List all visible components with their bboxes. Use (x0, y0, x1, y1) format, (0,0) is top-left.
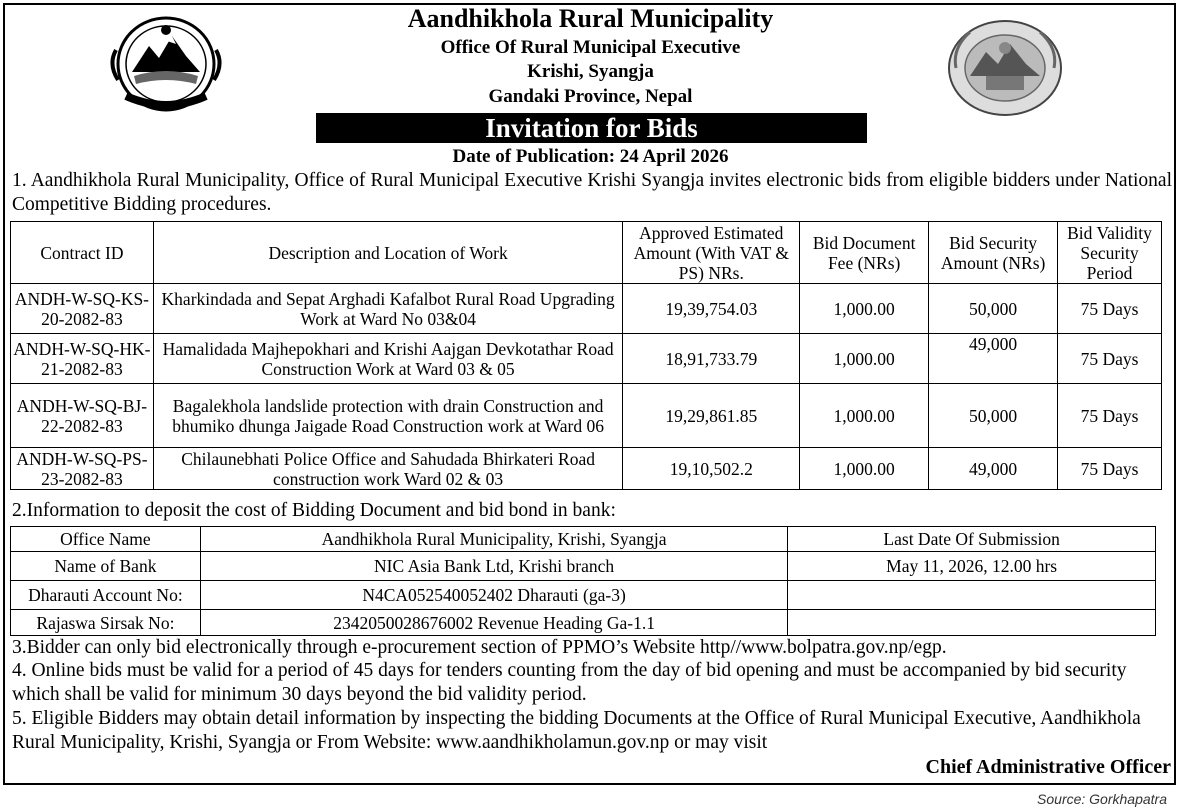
province: Gandaki Province, Nepal (488, 86, 693, 107)
table-row (11, 284, 1162, 334)
office-name: Office Of Rural Municipal Executive (440, 37, 741, 58)
work-description: Hamalidada Majhepokhari and Krishi Aajgan Devkotathar Road Construction Work at Ward 03 & 05 (153, 334, 622, 384)
contract-id: ANDH-W-SQ-PS-23-2082-83 (11, 448, 154, 490)
header-estimated-amount: Approved Estimated Amount (With VAT & PS) NRs. (623, 222, 800, 284)
table-row (11, 448, 1162, 490)
validity-period: 75 Days (1058, 334, 1162, 384)
rajaswa-value: 2342050028676002 Revenue Heading Ga-1.1 (200, 610, 787, 636)
document-fee: 1,000.00 (800, 384, 929, 448)
work-description: Chilaunebhati Police Office and Sahudada Bhirkateri Road construction work Ward 02 & 03 (153, 448, 622, 490)
validity-period: 75 Days (1058, 384, 1162, 448)
last-date-value: May 11, 2026, 12.00 hrs (788, 552, 1156, 581)
paragraph-1: 1. Aandhikhola Rural Municipality, Office of Rural Municipal Executive Krishi Syangja invites electronic bids from eligible bidders under National Competitive Bidding procedures. (12, 170, 1172, 215)
validity-period: 75 Days (1058, 448, 1162, 490)
security-amount: 50,000 (929, 284, 1058, 334)
header-description: Description and Location of Work (153, 222, 622, 284)
account-value: N4CA052540052402 Dharauti (ga-3) (200, 581, 787, 610)
office-name-value: Aandhikhola Rural Municipality, Krishi, Syangja (200, 527, 787, 552)
header-validity-period: Bid Validity Security Period (1058, 222, 1162, 284)
rajaswa-label: Rajaswa Sirsak No: (11, 610, 201, 636)
signatory: Chief Administrative Officer (925, 756, 1171, 778)
paragraph-2: 2.Information to deposit the cost of Bidding Document and bid bond in bank: (12, 500, 616, 521)
security-amount: 49,000 (929, 334, 1058, 384)
source-credit: Source: Gorkhapatra (1037, 791, 1167, 807)
table-row (11, 334, 1162, 384)
security-amount: 49,000 (929, 448, 1058, 490)
validity-period: 75 Days (1058, 284, 1162, 334)
table-row (11, 384, 1162, 448)
header-contract-id: Contract ID (11, 222, 154, 284)
org-name: Aandhikhola Rural Municipality (407, 4, 774, 33)
estimated-amount: 19,39,754.03 (623, 284, 800, 334)
estimated-amount: 18,91,733.79 (623, 334, 800, 384)
contract-id: ANDH-W-SQ-BJ-22-2082-83 (11, 384, 154, 448)
bank-name-value: NIC Asia Bank Ltd, Krishi branch (200, 552, 787, 581)
location: Krishi, Syangja (527, 61, 654, 82)
table-row (11, 527, 1156, 552)
bank-name-label: Name of Bank (11, 552, 201, 581)
table-row (11, 581, 1156, 610)
bids-table (10, 221, 1162, 490)
security-amount: 50,000 (929, 384, 1058, 448)
header-security-amount: Bid Security Amount (NRs) (929, 222, 1058, 284)
notice-title: Invitation for Bids (316, 113, 867, 143)
paragraph-4: 4. Online bids must be valid for a period of 45 days for tenders counting from the day of bid opening and must be accompanied by bid security which shall be valid for minimum 30 days beyond the bid validity period. (12, 660, 1127, 705)
document-fee: 1,000.00 (800, 334, 929, 384)
bank-info-table (10, 526, 1156, 636)
work-description: Bagalekhola landslide protection with drain Construction and bhumiko dhunga Jaigade Road Construction work at Ward 06 (153, 384, 622, 448)
account-label: Dharauti Account No: (11, 581, 201, 610)
table-row (11, 552, 1156, 581)
publication-date: Date of Publication: 24 April 2026 (452, 146, 729, 167)
contract-id: ANDH-W-SQ-HK-21-2082-83 (11, 334, 154, 384)
paragraph-3: 3.Bidder can only bid electronically through e-procurement section of PPMO’s Website http//www.bolpatra.gov.np/egp. (12, 637, 947, 658)
estimated-amount: 19,10,502.2 (623, 448, 800, 490)
document-fee: 1,000.00 (800, 448, 929, 490)
table-row (11, 610, 1156, 636)
document-fee: 1,000.00 (800, 284, 929, 334)
header-document-fee: Bid Document Fee (NRs) (800, 222, 929, 284)
estimated-amount: 19,29,861.85 (623, 384, 800, 448)
contract-id: ANDH-W-SQ-KS-20-2082-83 (11, 284, 154, 334)
last-date-label: Last Date Of Submission (788, 527, 1156, 552)
office-name-label: Office Name (11, 527, 201, 552)
paragraph-5: 5. Eligible Bidders may obtain detail information by inspecting the bidding Documents at the Office of Rural Municipal Executive, Aandhikhola Rural Municipality, Krishi, Syangja or From Website: www.aandhikholamun.gov.np or may visit (12, 708, 1141, 753)
work-description: Kharkindada and Sepat Arghadi Kafalbot Rural Road Upgrading Work at Ward No 03&04 (153, 284, 622, 334)
